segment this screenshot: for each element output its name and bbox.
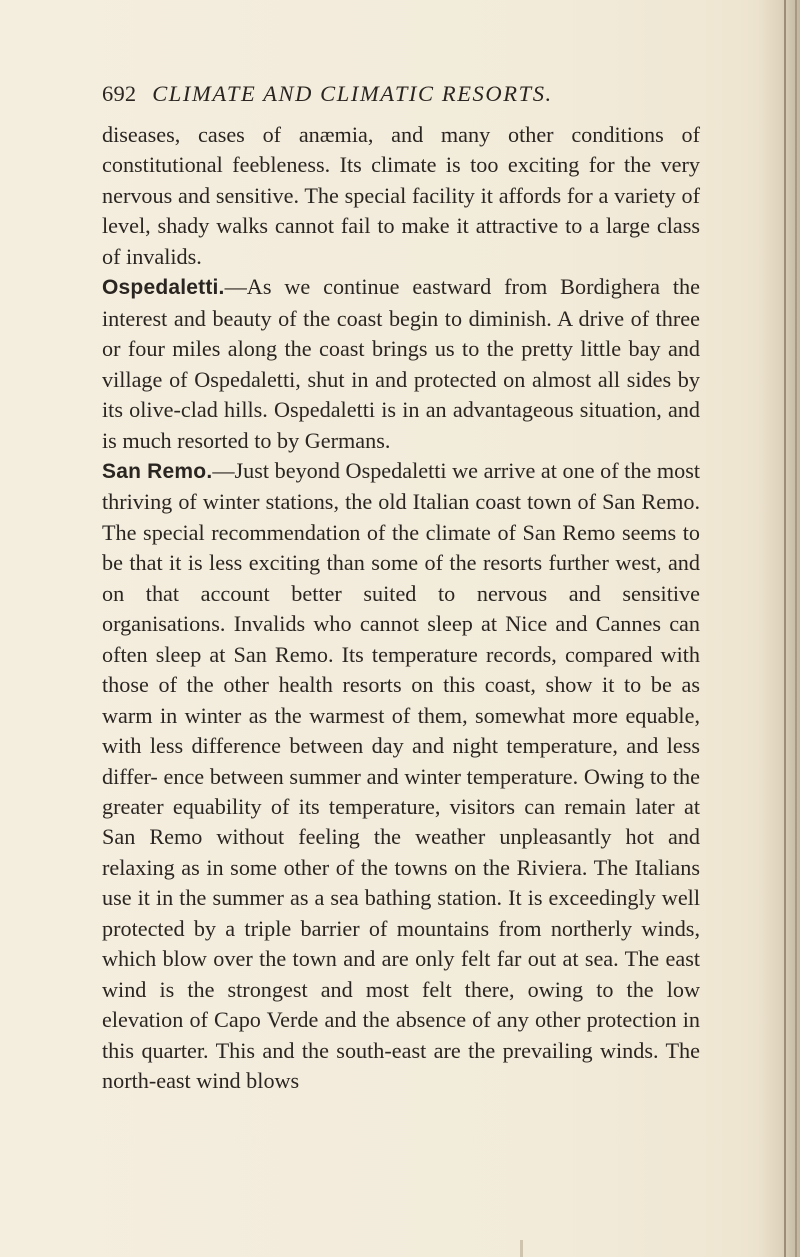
page-header	[102, 78, 662, 110]
running-title: CLIMATE AND CLIMATIC RESORTS.	[152, 81, 553, 106]
page-edge-line	[795, 0, 797, 1257]
paragraph-text: —Just beyond Ospedaletti we arrive at one of the most thriving of winter stations, the old Italian coast town of San Remo. The special recommendation of the climate of San Remo seems to be that it is less exciting than some of the resorts further west, and on that account better suited to nervous and sensitive organisations. Invalids who cannot sleep at Nice and Cannes can often sleep at San Remo. Its temperature records, compared with those of the other health resorts on this coast, show it to be as warm in winter as the warmest of them, somewhat more equable, with less difference between day and night temperature, and less differ- ence between summer and winter temperature. Owing to the greater equability of its temperature, visitors can remain later at San Remo without feeling the weather unpleasantly hot and relaxing as in some other of the towns on the Riviera. The Italians use it in the summer as a sea bathing station. It is exceedingly well protected by a triple barrier of mountains from northerly winds, which blow over the town and are only felt far out at sea. The east wind is the strongest and most felt there, owing to the low elevation of Capo Verde and the absence of any other protection in this quarter. This and the south-east are the prevailing winds. The north-east wind blows	[102, 457, 701, 1094]
paragraph	[102, 120, 700, 272]
paragraph-text: diseases, cases of anæmia, and many other conditions of constitutional feebleness. Its climate is too exciting for the very nervous and sensitive. The special facility it affords for a variety of level, shady walks cannot fail to make it attractive to a large class of invalids.	[102, 122, 700, 269]
paragraph	[102, 272, 700, 456]
page-edge-shadow	[758, 0, 800, 1257]
paragraph	[102, 456, 700, 1097]
section-heading-san-remo: San Remo.	[102, 459, 213, 483]
section-heading-ospedaletti: Ospedaletti.	[102, 276, 225, 300]
body-text	[102, 120, 700, 1097]
paragraph-text: —As we continue eastward from Bordighera the interest and beauty of the coast begin to diminish. A drive of three or four miles along the coast brings us to the pretty little bay and village of Ospedaletti, shut in and protected on almost all sides by its olive-clad hills. Ospedaletti is in an advantageous situation, and is much resorted to by Germans.	[102, 274, 700, 453]
page-mark	[520, 1240, 523, 1257]
page-number: 692	[102, 81, 137, 106]
page-edge-line	[784, 0, 786, 1257]
